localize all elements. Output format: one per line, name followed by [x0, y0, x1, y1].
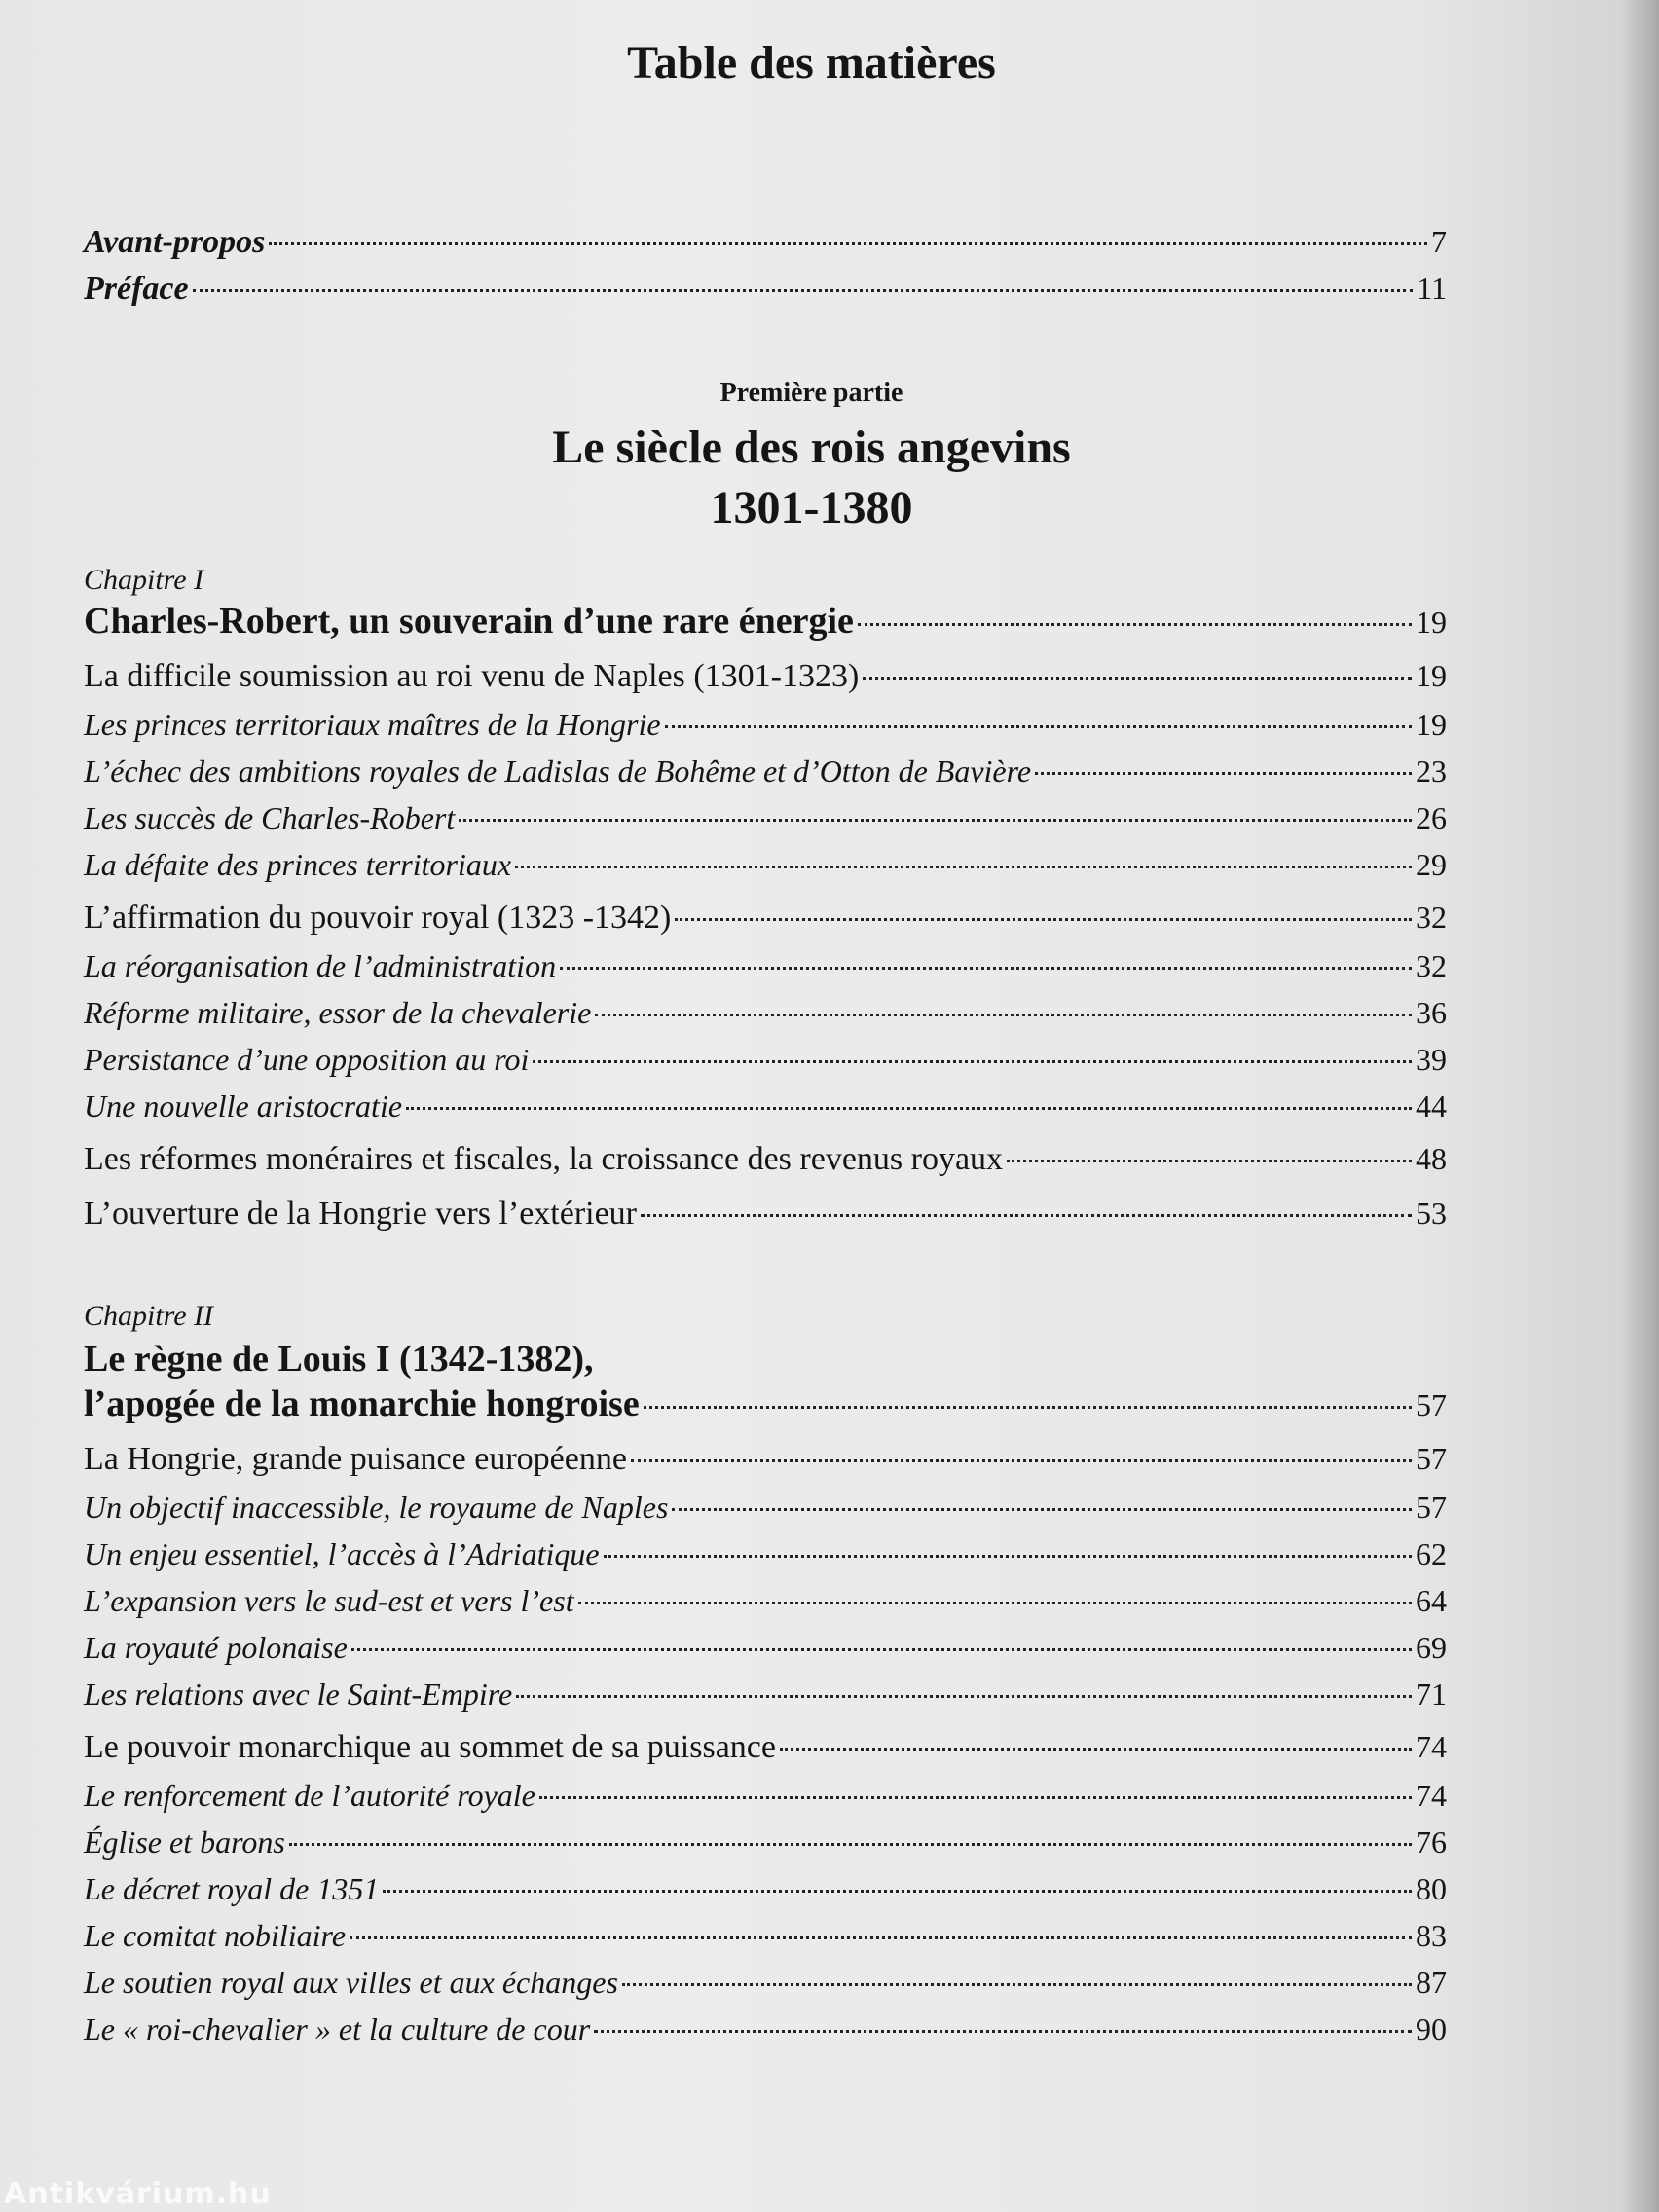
section-entry — [84, 658, 1447, 707]
dot-leader — [539, 1796, 1412, 1799]
subsection-entry — [84, 1630, 1447, 1677]
subsection-title: Le soutien royal aux villes et aux échanges — [84, 1965, 618, 2000]
entry-page: 76 — [1416, 1825, 1447, 1860]
subsection-title: Le comitat nobiliaire — [84, 1918, 347, 1953]
chapter-title-row — [84, 600, 1447, 652]
toc-entry — [84, 271, 1447, 317]
entry-page: 57 — [1416, 1490, 1447, 1525]
chapter-2 — [84, 1297, 1447, 2058]
entry-page: 19 — [1416, 658, 1447, 693]
subsection-entry — [84, 707, 1447, 754]
toc-entry — [84, 224, 1447, 271]
chapter-1 — [84, 561, 1447, 1244]
section-title: Les réformes monéraires et fiscales, la croissance des revenus royaux — [84, 1141, 1004, 1177]
entry-page: 36 — [1416, 995, 1447, 1030]
subsection-entry — [84, 1778, 1447, 1825]
subsection-entry — [84, 1825, 1447, 1871]
entry-page: 39 — [1416, 1042, 1447, 1077]
subsection-title: La réorganisation de l’administration — [84, 948, 557, 983]
chapter-title-row — [84, 1382, 1447, 1435]
dot-leader — [594, 2030, 1412, 2033]
dot-leader — [863, 677, 1412, 680]
part-years: 1301-1380 — [710, 482, 913, 534]
subsection-title: Les princes territoriaux maîtres de la Hongrie — [84, 707, 661, 742]
entry-page: 62 — [1416, 1536, 1447, 1571]
page-title: Table des matières — [627, 37, 996, 89]
dot-leader — [578, 1602, 1412, 1604]
dot-leader — [672, 1508, 1412, 1511]
dot-leader — [641, 1214, 1412, 1217]
dot-leader — [604, 1555, 1412, 1558]
subsection-title: Les succès de Charles-Robert — [84, 800, 456, 835]
entry-page: 7 — [1431, 224, 1447, 259]
subsection-entry — [84, 1490, 1447, 1536]
subsection-title: L’échec des ambitions royales de Ladislas de Bohême et d’Otton de Bavière — [84, 754, 1032, 789]
entry-page: 11 — [1417, 271, 1447, 306]
dot-leader — [665, 725, 1412, 728]
dot-leader — [516, 1695, 1412, 1698]
entry-page: 71 — [1416, 1677, 1447, 1712]
watermark: Antikvárium.hu — [4, 2177, 272, 2211]
subsection-title: Réforme militaire, essor de la chevalerie — [84, 995, 592, 1030]
dot-leader — [1007, 1160, 1412, 1162]
subsection-title: Église et barons — [84, 1825, 285, 1860]
subsection-title: Une nouvelle aristocratie — [84, 1088, 403, 1124]
subsection-entry — [84, 1042, 1447, 1088]
entry-page: 74 — [1416, 1729, 1447, 1764]
dot-leader — [644, 1406, 1412, 1409]
subsection-entry — [84, 995, 1447, 1042]
chapter-label: Chapitre I — [84, 564, 204, 596]
entry-page: 74 — [1416, 1778, 1447, 1813]
subsection-title: Persistance d’une opposition au roi — [84, 1042, 530, 1077]
entry-page: 87 — [1416, 1965, 1447, 2000]
entry-page: 80 — [1416, 1871, 1447, 1906]
section-title: L’ouverture de la Hongrie vers l’extérieur — [84, 1196, 638, 1232]
dot-leader — [289, 1843, 1412, 1846]
subsection-entry — [84, 948, 1447, 995]
subsection-entry — [84, 847, 1447, 894]
dot-leader — [383, 1890, 1412, 1893]
toc-content — [84, 29, 1447, 2058]
dot-leader — [350, 1936, 1412, 1939]
part-heading — [84, 374, 1447, 535]
entry-page: 23 — [1416, 754, 1447, 789]
subsection-entry — [84, 1871, 1447, 1918]
section-entry — [84, 900, 1447, 948]
dot-leader — [515, 866, 1412, 868]
entry-title: Avant-propos — [84, 224, 266, 260]
entry-page: 29 — [1416, 847, 1447, 882]
entry-page: 83 — [1416, 1918, 1447, 1953]
subsection-title: L’expansion vers le sud-est et vers l’est — [84, 1583, 574, 1618]
section-title: La difficile soumission au roi venu de Naples (1301-1323) — [84, 658, 860, 694]
section-entry — [84, 1141, 1447, 1190]
dot-leader — [780, 1748, 1412, 1751]
dot-leader — [595, 1014, 1412, 1016]
entry-page: 19 — [1416, 605, 1447, 640]
entry-page: 90 — [1416, 2011, 1447, 2046]
page-edge-shadow — [1620, 0, 1659, 2212]
dot-leader — [560, 967, 1412, 970]
dot-leader — [269, 242, 1427, 245]
entry-page: 69 — [1416, 1630, 1447, 1665]
entry-page: 19 — [1416, 707, 1447, 742]
section-title: L’affirmation du pouvoir royal (1323 -1342) — [84, 900, 672, 936]
subsection-entry — [84, 1677, 1447, 1723]
entry-page: 64 — [1416, 1583, 1447, 1618]
chapter-title: Le règne de Louis I (1342-1382), — [84, 1339, 594, 1380]
entry-page: 57 — [1416, 1387, 1447, 1422]
chapter-title: l’apogée de la monarchie hongroise — [84, 1383, 640, 1424]
entry-title: Préface — [84, 271, 189, 307]
subsection-entry — [84, 1088, 1447, 1135]
chapter-title: Charles-Robert, un souverain d’une rare énergie — [84, 601, 854, 642]
dot-leader — [675, 918, 1412, 921]
dot-leader — [351, 1648, 1412, 1651]
subsection-entry — [84, 2011, 1447, 2058]
subsection-title: Un objectif inaccessible, le royaume de Naples — [84, 1490, 669, 1525]
subsection-entry — [84, 1965, 1447, 2011]
dot-leader — [533, 1060, 1412, 1063]
section-entry — [84, 1729, 1447, 1778]
entry-page: 53 — [1416, 1196, 1447, 1231]
dot-leader — [858, 623, 1412, 626]
section-title: La Hongrie, grande puisance européenne — [84, 1441, 627, 1477]
entry-page: 32 — [1416, 948, 1447, 983]
section-entry — [84, 1441, 1447, 1490]
chapter-label: Chapitre II — [84, 1300, 214, 1332]
part-label: Première partie — [719, 378, 903, 408]
subsection-entry — [84, 800, 1447, 847]
dot-leader — [459, 819, 1412, 822]
subsection-title: Un enjeu essentiel, l’accès à l’Adriatique — [84, 1536, 600, 1571]
subsection-title: Le décret royal de 1351 — [84, 1871, 380, 1906]
subsection-entry — [84, 1536, 1447, 1583]
subsection-entry — [84, 754, 1447, 800]
subsection-entry — [84, 1918, 1447, 1965]
subsection-title: La défaite des princes territoriaux — [84, 847, 512, 882]
dot-leader — [406, 1107, 1412, 1110]
subsection-title: Le « roi-chevalier » et la culture de cour — [84, 2011, 591, 2046]
dot-leader — [631, 1459, 1412, 1462]
subsection-title: Le renforcement de l’autorité royale — [84, 1778, 535, 1813]
front-matter — [84, 224, 1447, 317]
subsection-entry — [84, 1583, 1447, 1630]
subsection-title: La royauté polonaise — [84, 1630, 348, 1665]
dot-leader — [1035, 772, 1412, 775]
section-entry — [84, 1196, 1447, 1244]
dot-leader — [193, 289, 1414, 292]
section-title: Le pouvoir monarchique au sommet de sa puissance — [84, 1729, 776, 1765]
part-title: Le siècle des rois angevins — [552, 422, 1071, 473]
entry-page: 32 — [1416, 900, 1447, 935]
entry-page: 57 — [1416, 1441, 1447, 1476]
entry-page: 26 — [1416, 800, 1447, 835]
entry-page: 48 — [1416, 1141, 1447, 1176]
subsection-title: Les relations avec le Saint-Empire — [84, 1677, 513, 1712]
entry-page: 44 — [1416, 1088, 1447, 1124]
dot-leader — [622, 1983, 1412, 1986]
